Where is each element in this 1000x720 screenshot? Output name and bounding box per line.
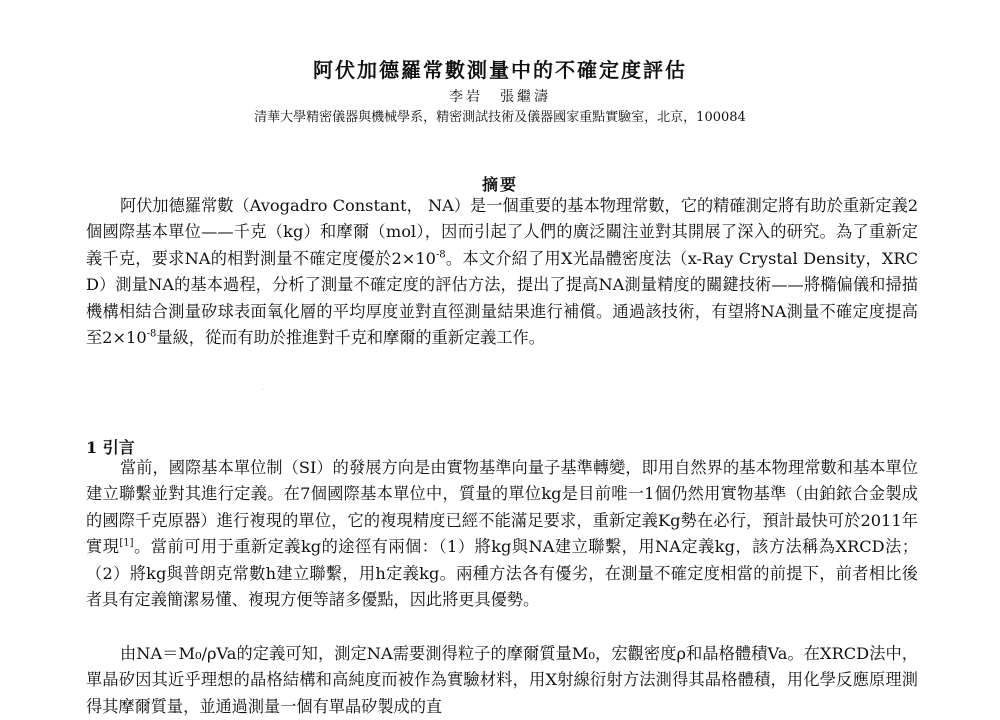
intro-text-1b: 。當前可用于重新定義kg的途徑有兩個：（1）將kg與NA建立聯繫，用NA定義kg，該方法稱為XRCD法；（2）將kg與普朗克常數h建立聯繫，用h定義kg。兩種方法各有優劣，在測量不確定度相當的前提下，前者相比後者具有定義簡潔易懂、複現方便等諸多優點，因此將更具優勢。 bbox=[86, 537, 919, 610]
affiliation: 清華大學精密儀器與機械學系，精密測試技術及儀器國家重點實驗室，北京，100084 bbox=[254, 110, 746, 125]
section-heading-introduction: 1 引言 bbox=[86, 438, 135, 457]
scan-mark: · bbox=[262, 385, 265, 394]
abstract-text-2: 。本文介紹了用X光晶體密度法（x-Ray Crystal Density，XRCD）測量NA的基本過程，分析了測量不確定度的評估方法，提出了提高NA測量精度的關鍵技術——將橢偏儀和掃描機構相結合測量矽球表面氧化層的平均厚度並對直徑測量結果進行補償。通過該技術，有望將NA測量不確定度提高至2×10 bbox=[86, 248, 918, 348]
paper-title: 阿伏加德羅常數測量中的不確定度評估 bbox=[313, 58, 687, 82]
introduction-paragraph-1 bbox=[86, 455, 918, 613]
authors: 李岩 張繼濤 bbox=[449, 89, 551, 105]
abstract-exponent-2: -8 bbox=[146, 328, 157, 340]
abstract-body bbox=[86, 193, 918, 351]
introduction-paragraph-2: 由NA＝M₀/ρVa的定義可知，測定NA需要測得粒子的摩爾質量M₀，宏觀密度ρ和晶格體積Va。在XRCD法中，單晶矽因其近乎理想的晶格結構和高純度而被作為實驗材料，用X射線衍射方法測得其晶格體積，用化學反應原理測得其摩爾質量，並通過測量一個有單晶矽製成的直 bbox=[86, 644, 918, 716]
abstract-text-1: 阿伏加德羅常數（Avogadro Constant， NA）是一個重要的基本物理常數，它的精確測定將有助於重新定義2個國際基本單位——千克（kg）和摩爾（mol），因而引起了人們的廣泛關注並對其開展了深入的研究。為了重新定義千克，要求NA的相對測量不確定度優於2×10 bbox=[86, 196, 918, 268]
intro-text-1a: 當前，國際基本單位制（SI）的發展方向是由實物基準向量子基準轉變，即用自然界的基本物理常數和基本單位建立聯繫並對其進行定義。在7個國際基本單位中，質量的單位kg是目前唯一1個仍然用實物基準（由鉑銥合金製成的國際千克原器）進行複現的單位，它的複現精度已經不能滿足要求，重新定義Kg勢在必行，預計最快可於2011年實現 bbox=[86, 458, 918, 557]
abstract-text-3: 量級，從而有助於推進對千克和摩爾的重新定義工作。 bbox=[156, 328, 545, 348]
citation-1: [1] bbox=[119, 537, 134, 549]
abstract-exponent-1: -8 bbox=[435, 249, 446, 261]
abstract-heading: 摘要 bbox=[481, 175, 518, 194]
